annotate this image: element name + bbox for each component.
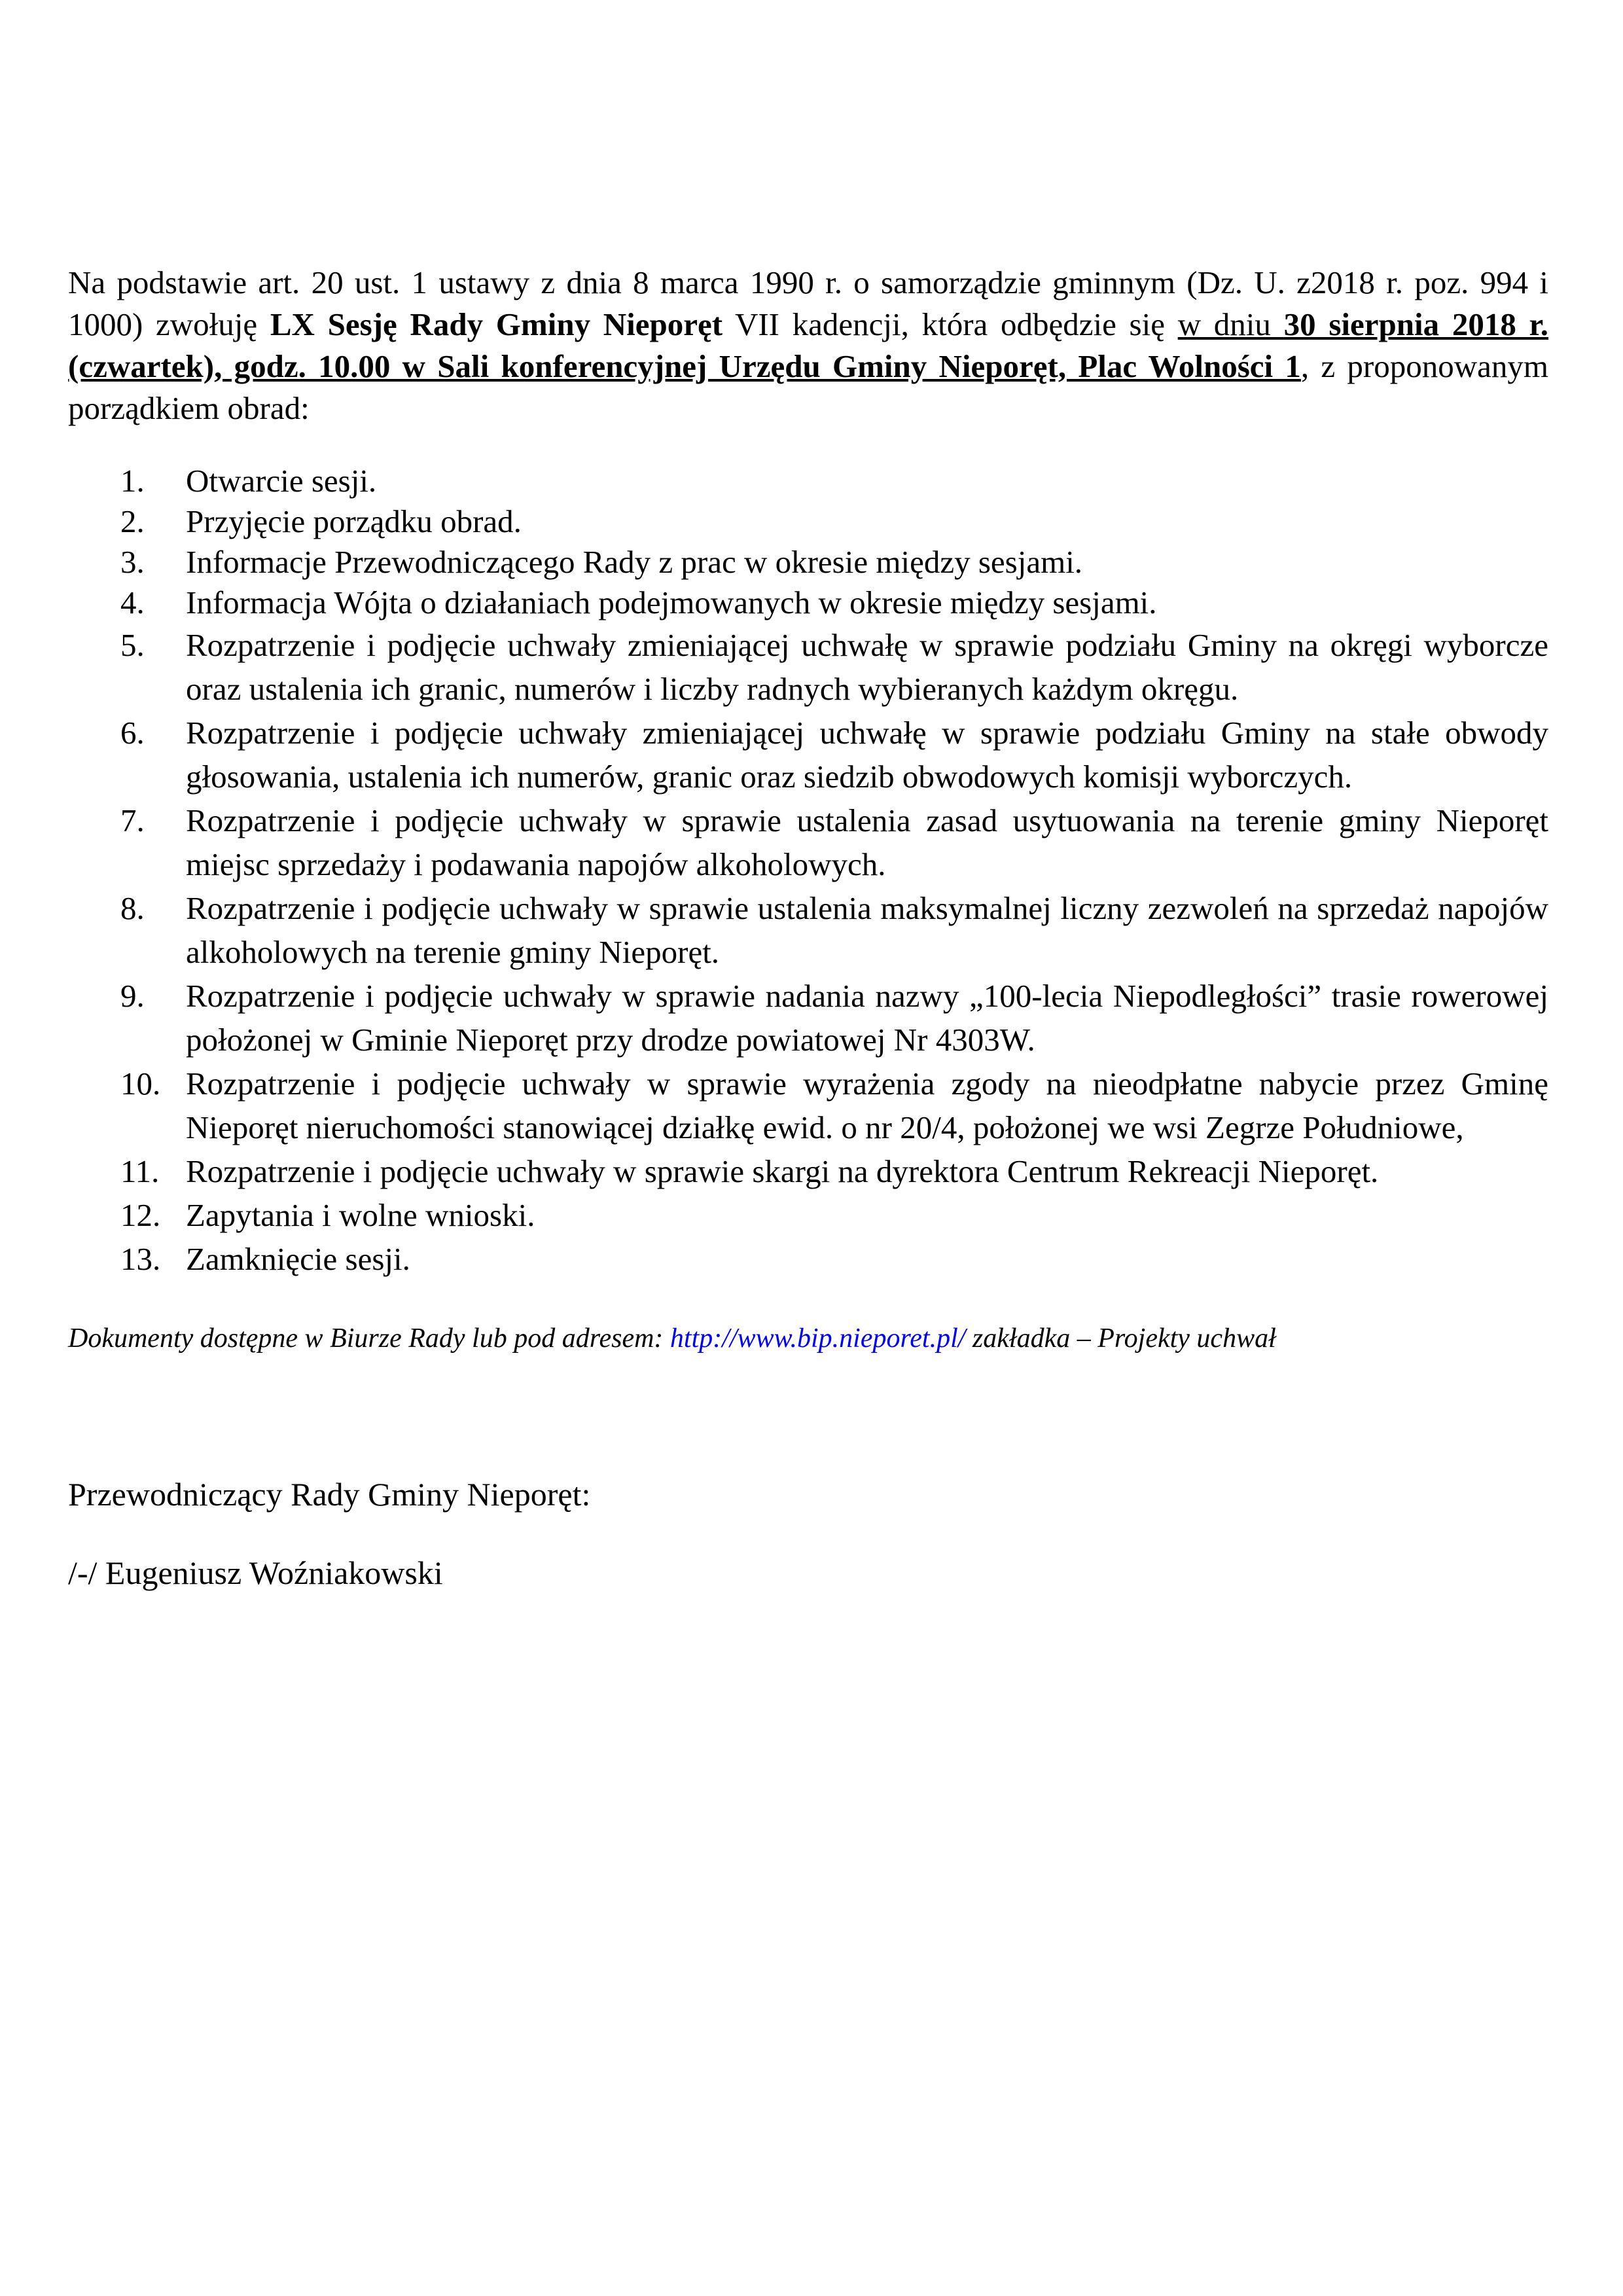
documents-note xyxy=(68,1319,1548,1358)
agenda-item-text: Rozpatrzenie i podjęcie uchwały zmieniającej uchwałę w sprawie podziału Gminy na okręgi wyborcze oraz ustalenia ich granic, numerów i liczby radnych wybieranych każdym okręgu. xyxy=(186,627,1548,707)
agenda-item xyxy=(68,1237,1548,1281)
agenda-item-text: Informacje Przewodniczącego Rady z prac w okresie między sesjami. xyxy=(186,544,1083,580)
date-place-text: 30 sierpnia 2018 r. (czwartek), godz. 10.00 w Sali konferencyjnej Urzędu Gminy Nieporęt, Plac Wolności 1 xyxy=(68,306,1549,384)
agenda-item-number: 12. xyxy=(120,1197,161,1233)
agenda-item xyxy=(68,1062,1548,1149)
agenda-item-text: Rozpatrzenie i podjęcie uchwały w sprawie nadania nazwy „100-lecia Niepodległości” trasie rowerowej położonej w Gminie Nieporęt przy drodze powiatowej Nr 4303W. xyxy=(186,978,1548,1058)
agenda-item xyxy=(68,542,1548,583)
agenda-item-number: 2. xyxy=(120,503,145,539)
documents-note-suffix: zakładka – Projekty uchwał xyxy=(965,1323,1276,1354)
agenda-item-number: 11. xyxy=(120,1153,160,1189)
agenda-item-text: Rozpatrzenie i podjęcie uchwały w sprawie ustalenia zasad usytuowania na terenie gminy Nieporęt miejsc sprzedaży i podawania napojów alkoholowych. xyxy=(186,802,1548,882)
intro-text-1: Na podstawie art. 20 ust. 1 ustawy z dnia 8 marca 1990 r. o samorządzie gminnym (Dz. U. z2018 r. poz. 994 i 1000) zwołuję xyxy=(68,264,1548,342)
agenda-list xyxy=(68,461,1548,1281)
agenda-item xyxy=(68,501,1548,542)
agenda-item-text: Zamknięcie sesji. xyxy=(186,1241,410,1277)
agenda-item-text: Informacja Wójta o działaniach podejmowanych w okresie między sesjami. xyxy=(186,584,1157,620)
agenda-item-number: 6. xyxy=(120,715,145,751)
agenda-item-text: Przyjęcie porządku obrad. xyxy=(186,503,522,539)
agenda-item-text: Rozpatrzenie i podjęcie uchwały w sprawie skargi na dyrektora Centrum Rekreacji Nieporęt. xyxy=(186,1153,1379,1189)
agenda-item xyxy=(68,461,1548,501)
agenda-item-number: 10. xyxy=(120,1066,161,1102)
agenda-item-number: 9. xyxy=(120,978,145,1014)
signature-title: Przewodniczący Rady Gminy Nieporęt: xyxy=(68,1476,591,1513)
intro-text-2: VII kadencji, która odbędzie się xyxy=(722,306,1178,342)
date-place-comma: , xyxy=(1300,348,1310,384)
agenda-item xyxy=(68,798,1548,886)
date-prefix: w dniu xyxy=(1177,306,1284,342)
agenda-item-number: 4. xyxy=(120,584,145,620)
session-name: LX Sesję Rady Gminy Nieporęt xyxy=(270,306,723,342)
agenda-item-text: Otwarcie sesji. xyxy=(186,463,377,499)
agenda-item-number: 5. xyxy=(120,627,145,663)
document-page xyxy=(68,262,1548,1594)
signature-name: /-/ Eugeniusz Woźniakowski xyxy=(68,1554,443,1591)
bip-link[interactable]: http://www.bip.nieporet.pl/ xyxy=(669,1323,966,1354)
agenda-item xyxy=(68,886,1548,974)
documents-note-prefix: Dokumenty dostępne w Biurze Rady lub pod adresem: xyxy=(68,1323,670,1354)
agenda-item xyxy=(68,974,1548,1062)
agenda-item-number: 8. xyxy=(120,890,145,926)
agenda-item xyxy=(68,583,1548,623)
intro-paragraph xyxy=(68,262,1548,429)
agenda-item-number: 1. xyxy=(120,463,145,499)
agenda-item xyxy=(68,1149,1548,1193)
agenda-item-text: Rozpatrzenie i podjęcie uchwały w sprawie wyrażenia zgody na nieodpłatne nabycie przez Gminę Nieporęt nieruchomości stanowiącej działkę ewid. o nr 20/4, położonej we wsi Zegrze Południowe, xyxy=(186,1066,1548,1145)
agenda-item-number: 7. xyxy=(120,802,145,838)
agenda-item-number: 13. xyxy=(120,1241,161,1277)
agenda-item-text: Rozpatrzenie i podjęcie uchwały zmieniającej uchwałę w sprawie podziału Gminy na stałe obwody głosowania, ustalenia ich numerów, granic oraz siedzib obwodowych komisji wyborczych. xyxy=(186,715,1548,795)
agenda-item xyxy=(68,623,1548,711)
agenda-item-text: Zapytania i wolne wnioski. xyxy=(186,1197,535,1233)
agenda-item-number: 3. xyxy=(120,544,145,580)
intro-text-3: z proponowanym porządkiem obrad: xyxy=(68,348,1548,426)
agenda-item xyxy=(68,711,1548,798)
agenda-item-text: Rozpatrzenie i podjęcie uchwały w sprawie ustalenia maksymalnej liczny zezwoleń na sprzedaż napojów alkoholowych na terenie gminy Nieporęt. xyxy=(186,890,1548,970)
agenda-item xyxy=(68,1193,1548,1237)
